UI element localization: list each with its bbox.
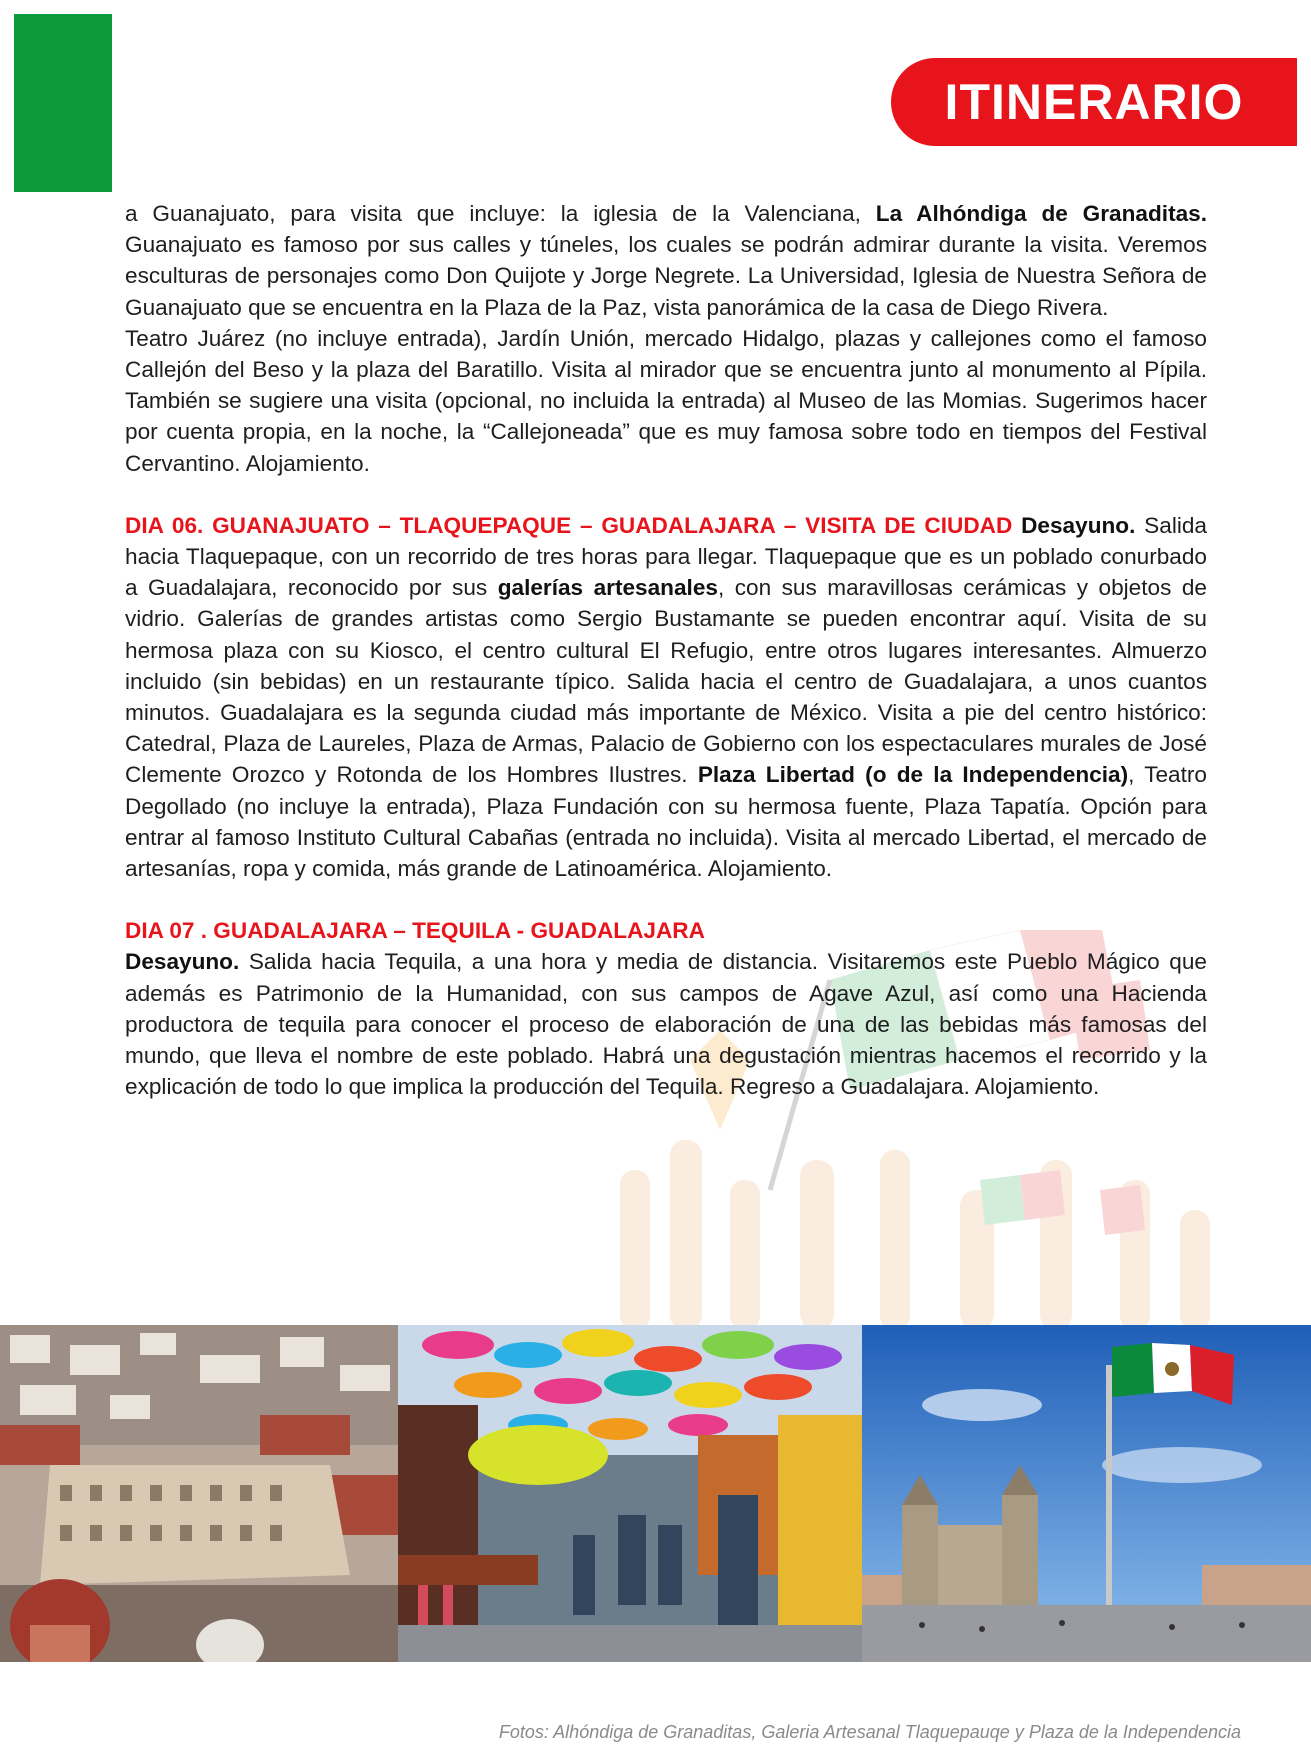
day6-text-2: , con sus maravillosas cerámicas y objetos de vidrio. Galerías de grandes artistas como Sergio Bustamante se pueden encontrar aquí. Visita de su hermosa plaza con su Kiosco, el centro cultural El Refugio, entre otros lugares interesantes. Almuerzo incluido (sin bebidas) en un restaurante típico. Salida hacia el centro de Guadalajara, a unos cuantos minutos. Guadalajara es la segunda ciudad más importante de México. Visita a pie del centro histórico: Catedral, Plaza de Laureles, Plaza de Armas, Palacio de Gobierno con los espectaculares murales de José Clemente Orozco y Rotonda de los Hombres Ilustres. xyxy=(125,575,1207,788)
itinerary-badge-label: ITINERARIO xyxy=(944,74,1244,130)
day7-title-text: DIA 07 . GUADALAJARA – TEQUILA - GUADALAJARA xyxy=(125,918,705,944)
day7-text: Salida hacia Tequila, a una hora y media de distancia. Visitaremos este Pueblo Mágico que además es Patrimonio de la Humanidad, con sus campos de Agave Azul, así como una Hacienda productora de tequila para conocer el proceso de elaboración de una de las bebidas más famosas del mundo, que lleva el nombre de este poblado. Habrá una degustación mientras hacemos el recorrido y la explicación de todo lo que implica la producción del Tequila. Regreso a Guadalajara. Alojamiento. xyxy=(125,949,1207,1100)
day6-title: DIA 06. GUANAJUATO – TLAQUEPAQUE – GUADALAJARA – VISITA DE CIUDAD xyxy=(125,512,1013,538)
day6-highlight-plaza: Plaza Libertad (o de la Independencia) xyxy=(697,762,1129,788)
intro-paragraph-2: Teatro Juárez (no incluye entrada), Jardín Unión, mercado Hidalgo, plazas y callejones como el famoso Callejón del Beso y la plaza del Baratillo. Visita al mirador que se encuentra junto al monumento al Pípila. También se sugiere una visita (opcional, no incluida la entrada) al Museo de las Momias. Sugerimos hacer por cuenta propia, en la noche, la “Callejoneada” que es muy famosa sobre todo en tiempos del Festival Cervantino. Alojamiento. xyxy=(125,325,1207,476)
day6-text-1: Salida hacia Tlaquepaque, con un recorrido de tres horas para llegar. Tlaquepaque que es un poblado conurbado a Guadalajara, reconocido por sus xyxy=(125,512,1207,601)
day6-paragraph xyxy=(125,510,1207,884)
photo-tlaquepaque xyxy=(398,1325,862,1662)
alhondiga-highlight: La Alhóndiga de Granaditas. xyxy=(875,201,1207,226)
photo-plaza-independencia xyxy=(862,1325,1311,1662)
green-flag-bar xyxy=(14,14,112,192)
day6-highlight-galleries: galerías artesanales xyxy=(497,575,718,601)
day7-title xyxy=(125,915,1207,946)
photo-caption: Fotos: Alhóndiga de Granaditas, Galeria Artesanal Tlaquepauqe y Plaza de la Independencia xyxy=(498,1722,1241,1742)
day6-breakfast: Desayuno. xyxy=(1021,512,1136,538)
photo-alhondiga xyxy=(0,1325,398,1662)
intro-text-a: a Guanajuato, para visita que incluye: la iglesia de la Valenciana, xyxy=(125,201,876,226)
day6-text-3: , Teatro Degollado (no incluye la entrada), Plaza Fundación con su hermosa fuente, Plaza Tapatía. Opción para entrar al famoso Instituto Cultural Cabañas (entrada no incluida). Visita al mercado Libertad, el mercado de artesanías, ropa y comida, más grande de Latinoamérica. Alojamiento. xyxy=(125,762,1207,882)
intro-text-c: Guanajuato es famoso por sus calles y túneles, los cuales se podrán admirar durante la visita. Veremos esculturas de personajes como Don Quijote y Jorge Negrete. La Universidad, Iglesia de Nuestra Señora de Guanajuato que se encuentra en la Plaza de la Paz, vista panorámica de la casa de Diego Rivera. xyxy=(125,232,1207,320)
photo-strip xyxy=(0,1325,1311,1662)
day7-breakfast: Desayuno. xyxy=(125,949,240,975)
itinerary-badge xyxy=(891,58,1297,146)
intro-paragraph-1 xyxy=(125,198,1207,323)
day7-paragraph xyxy=(125,946,1207,1102)
itinerary-content xyxy=(125,198,1207,1102)
